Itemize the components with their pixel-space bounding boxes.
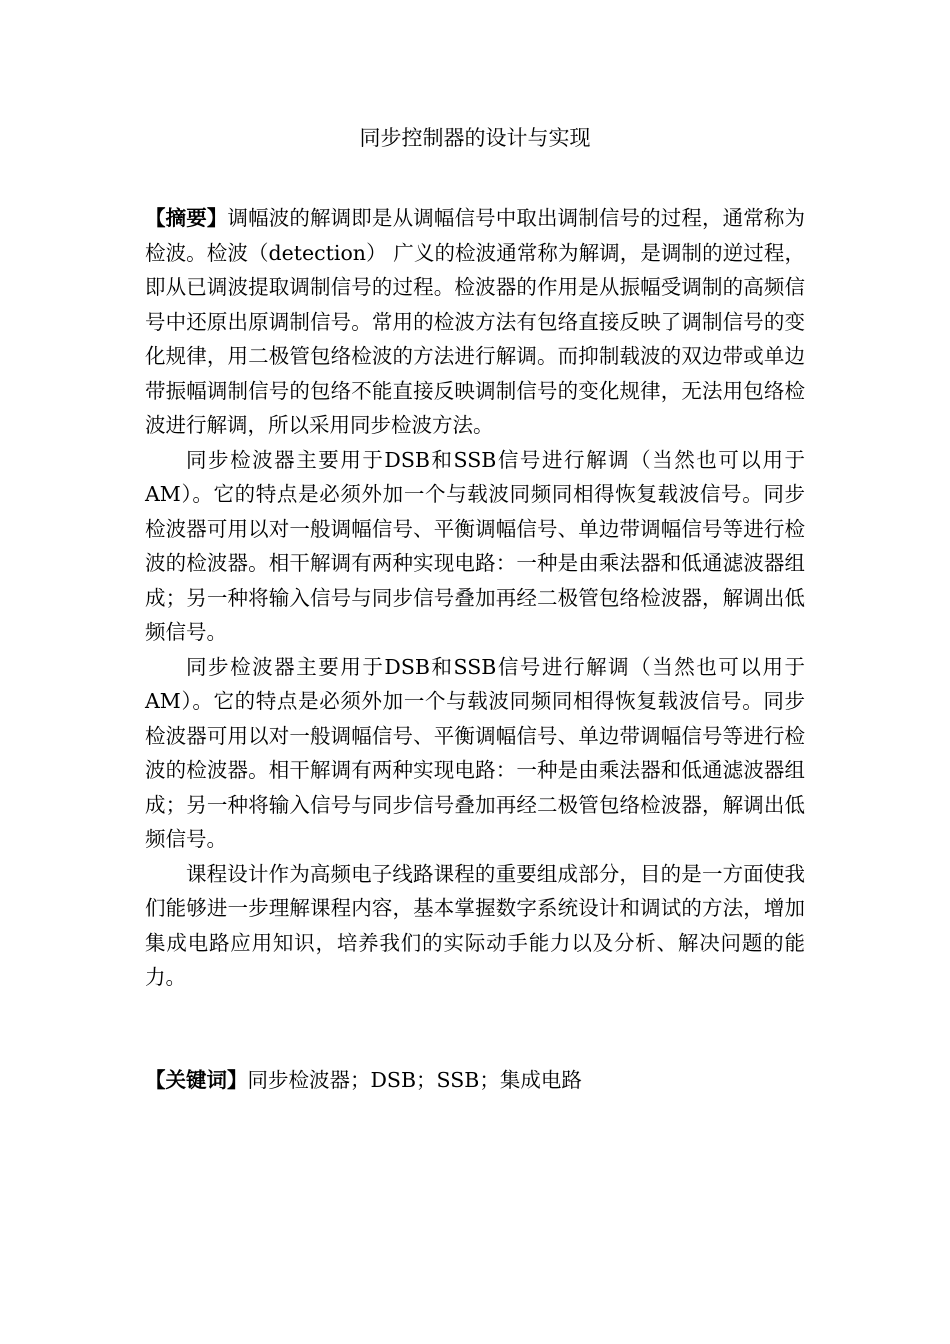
body-paragraph-1: 同步检波器主要用于DSB和SSB信号进行解调（当然也可以用于AM）。它的特点是必须外加一个与载波同频同相得恢复载波信号。同步检波器可用以对一般调幅信号、平衡调幅信号、单边带调幅信号等进行检波的检波器。相干解调有两种实现电路：一种是由乘法器和低通滤波器组成；另一种将输入信号与同步信号叠加再经二极管包络检波器，解调出低频信号。 xyxy=(145,447,805,644)
body-paragraph-2: 同步检波器主要用于DSB和SSB信号进行解调（当然也可以用于AM）。它的特点是必须外加一个与载波同频同相得恢复载波信号。同步检波器可用以对一般调幅信号、平衡调幅信号、单边带调幅信号等进行检波的检波器。相干解调有两种实现电路：一种是由乘法器和低通滤波器组成；另一种将输入信号与同步信号叠加再经二极管包络检波器，解调出低频信号。 xyxy=(145,654,805,851)
body-paragraph-3: 课程设计作为高频电子线路课程的重要组成部分，目的是一方面使我们能够进一步理解课程内容，基本掌握数字系统设计和调试的方法，增加集成电路应用知识，培养我们的实际动手能力以及分析、解决问题的能力。 xyxy=(145,861,805,989)
abstract-paragraph xyxy=(145,201,805,443)
document-body xyxy=(145,201,805,995)
abstract-text: 调幅波的解调即是从调幅信号中取出调制信号的过程，通常称为检波。检波（detection） 广义的检波通常称为解调，是调制的逆过程，即从已调波提取调制信号的过程。检波器的作用是从振幅受调制的高频信号中还原出原调制信号。常用的检波方法有包络直接反映了调制信号的变化规律，用二极管包络检波的方法进行解调。而抑制载波的双边带或单边带振幅调制信号的包络不能直接反映调制信号的变化规律，无法用包络检波进行解调，所以采用同步检波方法。 xyxy=(145,206,806,437)
document-title: 同步控制器的设计与实现 xyxy=(359,126,591,150)
abstract-label: 【摘要】 xyxy=(145,206,228,230)
keywords-text: 同步检波器；DSB；SSB；集成电路 xyxy=(247,1068,582,1092)
keywords-label: 【关键词】 xyxy=(145,1068,248,1092)
keywords-line xyxy=(145,1063,805,1098)
